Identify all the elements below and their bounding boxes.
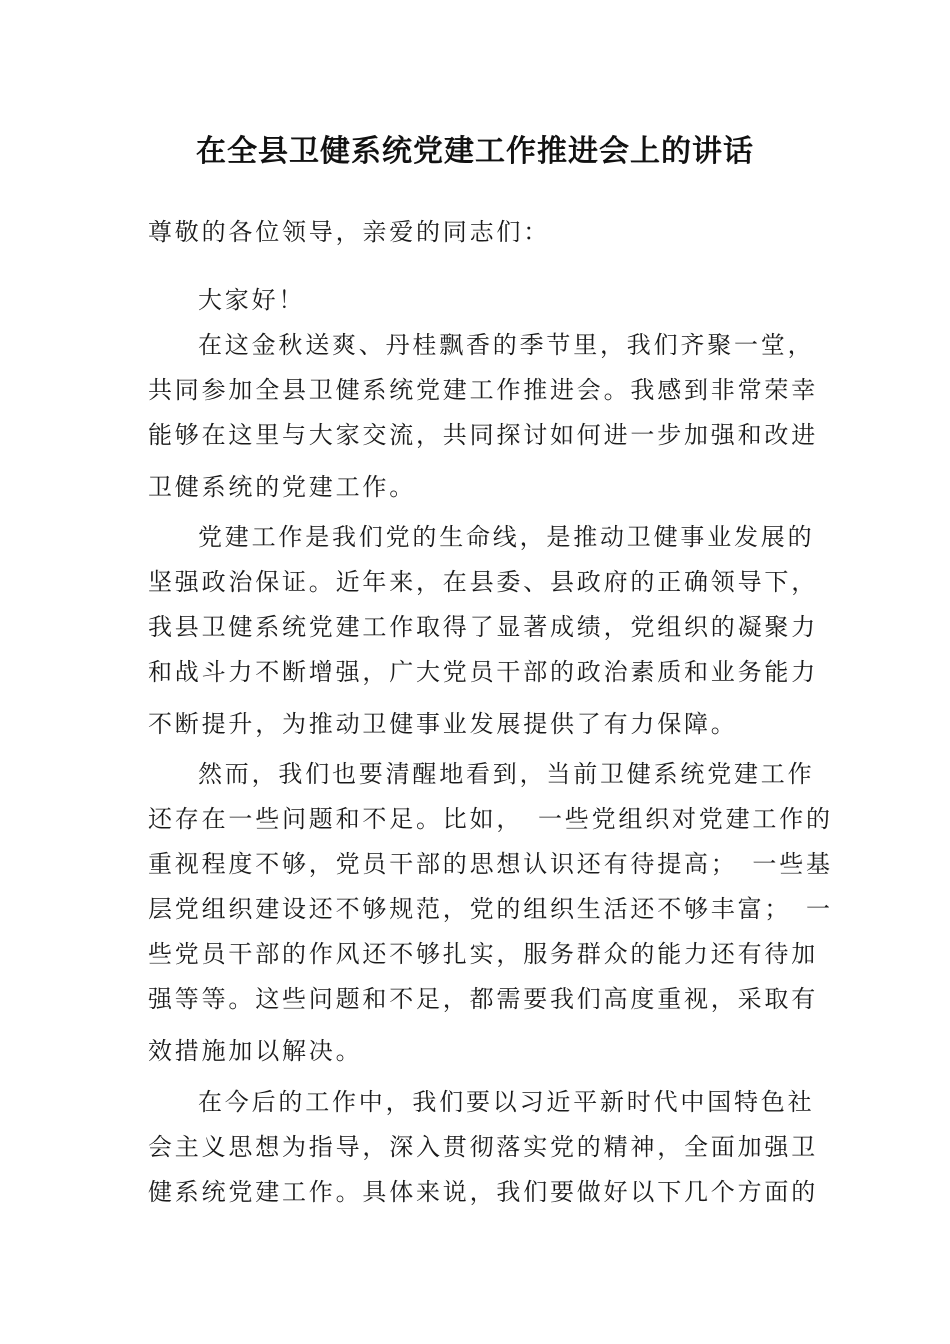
paragraph-3 [148,752,833,1080]
paragraph-line: 坚强政治保证。近年来，在县委、县政府的正确领导下， [148,568,818,596]
paragraph-line: 能够在这里与大家交流，共同探讨如何进一步加强和改进 [148,421,818,449]
paragraph-line: 层党组织建设还不够规范，党的组织生活还不够丰富； 一 [148,895,833,923]
paragraph-line: 强等等。这些问题和不足，都需要我们高度重视，采取有 [148,985,818,1013]
paragraph-line: 重视程度不够，党员干部的思想认识还有待提高； 一些基 [148,850,833,878]
paragraph-line: 党建工作是我们党的生命线，是推动卫健事业发展的 [198,523,815,551]
paragraph-line: 还存在一些问题和不足。比如， 一些党组织对党建工作的 [148,805,833,833]
paragraph-line: 在今后的工作中，我们要以习近平新时代中国特色社 [198,1088,815,1116]
paragraph-line: 然而，我们也要清醒地看到，当前卫健系统党建工作 [198,760,815,788]
paragraph-4 [148,1080,818,1215]
paragraph-line: 我县卫健系统党建工作取得了显著成绩，党组织的凝聚力 [148,613,818,641]
paragraph-line: 些党员干部的作风还不够扎实，服务群众的能力还有待加 [148,940,818,968]
paragraph-line: 效措施加以解决。 [148,1037,363,1065]
paragraph-line: 卫健系统的党建工作。 [148,473,416,501]
paragraph-line: 和战斗力不断增强，广大党员干部的政治素质和业务能力 [148,658,818,686]
paragraph-2 [148,515,818,753]
salutation [148,210,804,255]
paragraph-line: 不断提升，为推动卫健事业发展提供了有力保障。 [148,710,738,738]
greeting [148,278,804,323]
paragraph-line: 共同参加全县卫健系统党建工作推进会。我感到非常荣幸 [148,376,818,404]
paragraph-1 [148,323,818,516]
paragraph-line: 在这金秋送爽、丹桂飘香的季节里，我们齐聚一堂， [198,331,815,359]
greeting-line: 大家好！ [198,286,306,314]
paragraph-line: 会主义思想为指导，深入贯彻落实党的精神，全面加强卫 [148,1133,818,1161]
paragraph-line: 健系统党建工作。具体来说，我们要做好以下几个方面的 [148,1178,818,1206]
page-title: 在全县卫健系统党建工作推进会上的讲话 [196,134,754,169]
salutation-line: 尊敬的各位领导，亲爱的同志们： [148,218,550,246]
